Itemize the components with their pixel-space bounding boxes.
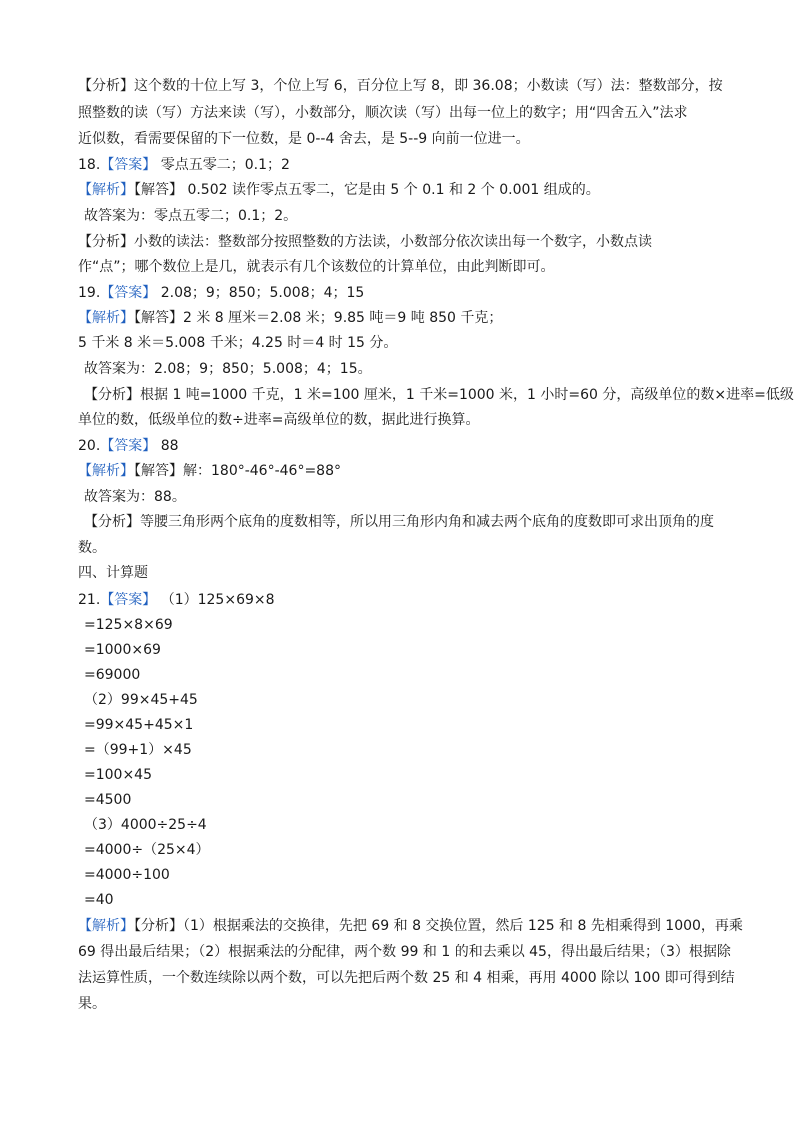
analysis-tag: 【分析】 <box>84 514 140 530</box>
q19-analysis-line-1: 【分析】根据 1 吨=1000 千克，1 米=100 厘米，1 千米=1000 米，1 小时=60 分，高级单位的数×进率=低级 <box>84 387 794 403</box>
analysis-tag: 【分析】 <box>134 918 183 934</box>
solve-tag: 【解答】 <box>134 463 183 479</box>
answer-tag: 【答案】 <box>100 592 157 608</box>
q20-answer-line <box>78 436 738 456</box>
q19-result: 故答案为：2.08；9；850；5.008；4；15。 <box>84 361 372 377</box>
q17-analysis-line-3: 近似数，看需要保留的下一位数，是 0--4 舍去，是 5--9 向前一位进一。 <box>78 131 530 147</box>
calc-step: =4500 <box>84 792 132 808</box>
q21-explain-line-3: 法运算性质，一个数连续除以两个数，可以先把后两个数 25 和 4 相乘，再用 4000 除以 100 即可得到结 <box>78 970 735 986</box>
calc-step: =4000÷100 <box>84 867 170 883</box>
calc-step: =4000÷（25×4） <box>84 842 210 858</box>
q21-explain-line-2: 69 得出最后结果；（2）根据乘法的分配律，两个数 99 和 1 的和去乘以 45，得出最后结果；（3）根据除 <box>78 944 731 960</box>
answer-text: （1）125×69×8 <box>156 592 275 608</box>
section-heading: 四、计算题 <box>78 565 148 581</box>
calc-step: =（99+1）×45 <box>84 742 192 758</box>
question-number: 20. <box>78 438 101 454</box>
calc-step: =69000 <box>84 667 141 683</box>
analysis-tag: 【分析】 <box>78 78 134 94</box>
q19-analysis-line-2: 单位的数，低级单位的数÷进率=高级单位的数，据此进行换算。 <box>78 412 480 428</box>
answer-text: 零点五零二；0.1；2 <box>156 157 290 173</box>
explain-tag: 【解析】 <box>78 182 134 198</box>
q20-result: 故答案为：88。 <box>84 489 186 505</box>
calc-step: =1000×69 <box>84 642 161 658</box>
analysis-tag: 【分析】 <box>84 387 140 403</box>
solve-tag: 【解答】 <box>134 310 183 326</box>
q19-explain-line-1: 【解析】【解答】2 米 8 厘米＝2.08 米；9.85 吨＝9 吨 850 千克； <box>78 310 503 326</box>
calc-step: =40 <box>84 892 114 908</box>
q19-explain-line-2: 5 千米 8 米＝5.008 千米；4.25 时＝4 时 15 分。 <box>78 335 398 351</box>
q21-answer-line <box>78 590 738 610</box>
q21-explain-line-1: 【解析】【分析】（1）根据乘法的交换律，先把 69 和 8 交换位置，然后 125 和 8 先相乘得到 1000，再乘 <box>78 918 743 934</box>
answer-text: 2.08；9；850；5.008；4；15 <box>156 285 365 301</box>
q17-analysis-line-1: 【分析】这个数的十位上写 3，个位上写 6，百分位上写 8，即 36.08；小数读（写）法：整数部分，按 <box>78 78 723 94</box>
question-number: 18. <box>78 157 101 173</box>
explain-tag: 【解析】 <box>78 463 134 479</box>
explain-tag: 【解析】 <box>78 918 134 934</box>
question-number: 21. <box>78 592 101 608</box>
q18-answer-line <box>78 155 738 175</box>
analysis-tag: 【分析】 <box>78 234 134 250</box>
calc-step: （3）4000÷25÷4 <box>84 817 207 833</box>
q20-explain-line: 【解析】【解答】解：180°-46°-46°=88° <box>78 463 341 479</box>
q20-analysis-line-1: 【分析】等腰三角形两个底角的度数相等，所以用三角形内角和减去两个底角的度数即可求出顶角的度 <box>84 514 714 530</box>
answer-tag: 【答案】 <box>100 157 157 173</box>
calc-step: （2）99×45+45 <box>84 692 198 708</box>
q18-explain-line: 【解析】【解答】 0.502 读作零点五零二，它是由 5 个 0.1 和 2 个 0.001 组成的。 <box>78 182 600 198</box>
answer-tag: 【答案】 <box>100 285 157 301</box>
q19-answer-line <box>78 283 738 303</box>
explain-tag: 【解析】 <box>78 310 134 326</box>
q17-analysis-line-2: 照整数的读（写）方法来读（写），小数部分，顺次读（写）出每一位上的数字；用“四舍五入”法求 <box>78 105 688 121</box>
calc-step: =125×8×69 <box>84 617 173 633</box>
q18-result: 故答案为：零点五零二；0.1；2。 <box>84 208 298 224</box>
answer-tag: 【答案】 <box>100 438 157 454</box>
q18-analysis-line-1: 【分析】小数的读法：整数部分按照整数的方法读，小数部分依次读出每一个数字，小数点读 <box>78 234 652 250</box>
q21-explain-line-4: 果。 <box>78 996 106 1012</box>
q20-analysis-line-2: 数。 <box>78 540 106 556</box>
calc-step: =100×45 <box>84 767 152 783</box>
calc-step: =99×45+45×1 <box>84 717 194 733</box>
solve-tag: 【解答】 <box>134 182 183 198</box>
q18-analysis-line-2: 作“点”；哪个数位上是几，就表示有几个该数位的计算单位，由此判断即可。 <box>78 259 555 275</box>
answer-text: 88 <box>156 438 179 454</box>
question-number: 19. <box>78 285 101 301</box>
